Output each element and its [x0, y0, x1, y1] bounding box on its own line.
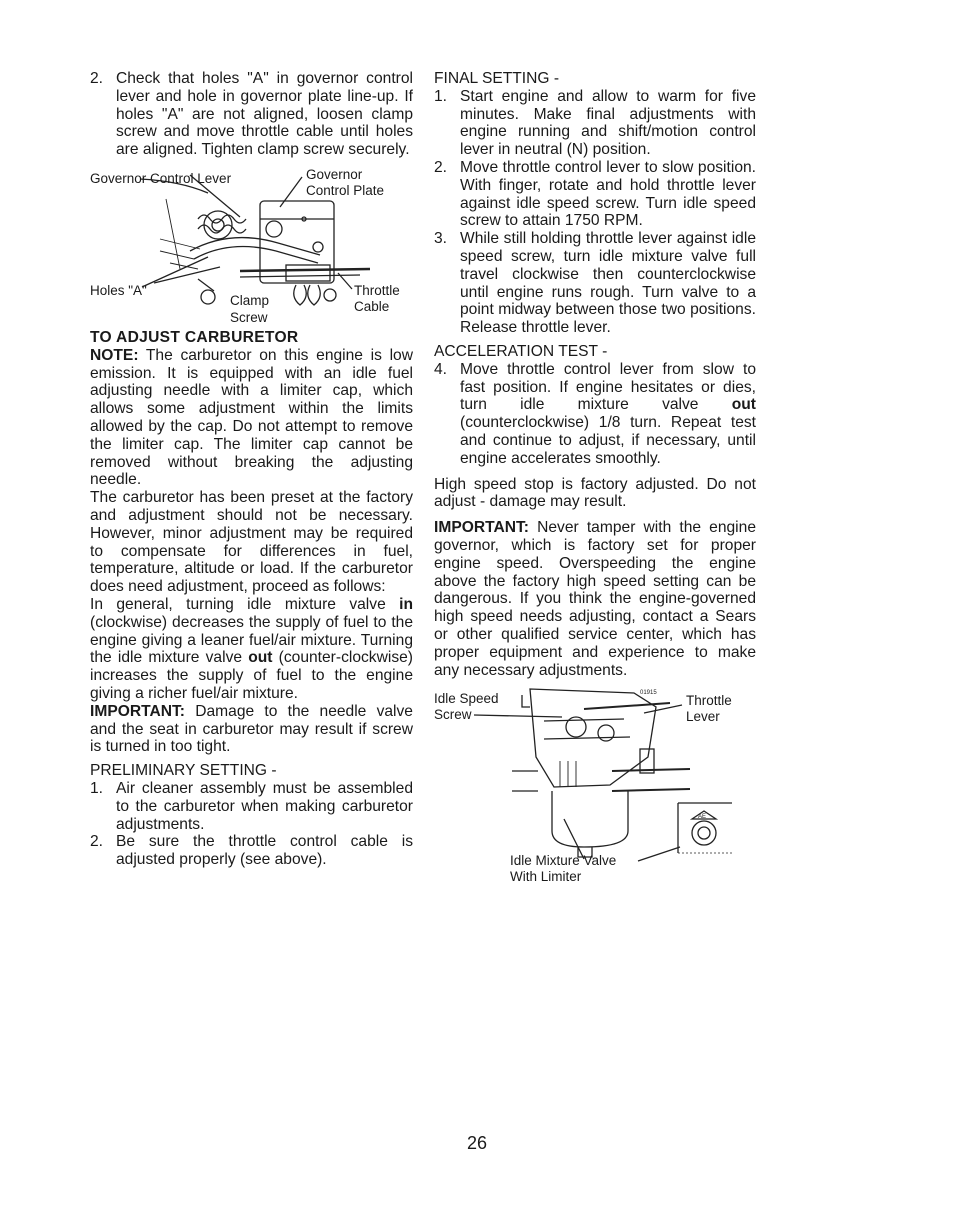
adjust-carburetor-heading: TO ADJUST CARBURETOR: [90, 328, 299, 346]
item-number: 4.: [434, 360, 448, 378]
item-text: While still holding throttle lever against idle speed screw, turn idle mixture valve full travel clockwise then counterclockwise until engine runs rough. Turn valve to a point midway between those two positions. Release throttle lever.: [460, 230, 756, 337]
left-column: [90, 70, 413, 869]
governor-step-2: [90, 70, 413, 159]
governor-control-plate-label-2: Control Plate: [306, 182, 385, 198]
important-label: IMPORTANT:: [434, 519, 529, 537]
accel-out: out: [731, 396, 756, 414]
governor-control-plate-label-1: Governor: [306, 166, 363, 182]
preliminary-setting-heading: PRELIMINARY SETTING -: [90, 762, 277, 780]
throttle-cable-label-1: Throttle: [354, 282, 400, 298]
preset-paragraph: The carburetor has been preset at the factory and adjustment should not be necessary. However, minor adjustment may be required to compensate for differences in fuel, temperature, altitude or load. If the carburetor does need adjustment, proceed as follows:: [90, 489, 413, 596]
step-text: Check that holes "A" in governor control lever and hole in governor plate line-up. If holes "A" are not aligned, loosen clamp screw and move throttle cable until holes are aligned. Tighten clamp screw securely.: [116, 70, 413, 159]
important-text: Damage to the needle valve and the seat in carburetor may result if screw is turned in too tight.: [90, 702, 413, 756]
throttle-lever-label-1: Throttle: [686, 693, 732, 709]
item-text: Start engine and allow to warm for five minutes. Make final adjustments with engine running and shift/motion control lever in neutral (N) position.: [460, 87, 756, 159]
clamp-screw-label-1: Clamp: [230, 292, 270, 308]
general-in: in: [399, 595, 413, 613]
throttle-cable-label-2: Cable: [354, 298, 390, 314]
item-text: Air cleaner assembly must be assembled to the carburetor when making carburetor adjustments.: [116, 779, 413, 833]
throttle-lever-label-2: Lever: [686, 709, 720, 725]
badge-text: AE: [698, 814, 707, 821]
important-label: IMPORTANT:: [90, 702, 185, 720]
idle-speed-screw-label-1: Idle Speed: [434, 691, 499, 707]
important-paragraph: [90, 703, 413, 756]
general-text-1: In general, turning idle mixture valve: [90, 595, 400, 613]
accel-text-1: Move throttle control lever from slow to fast position. If engine hesitates or dies, turn idle mixture valve: [460, 360, 756, 414]
right-column: [434, 70, 756, 887]
acceleration-item: [434, 361, 756, 468]
general-text-3: (counter-clockwise) increases the supply of fuel to the engine giving a richer fuel/air mixture.: [90, 649, 413, 702]
item-number: 3.: [434, 230, 448, 248]
acceleration-test-heading: ACCELERATION TEST -: [434, 342, 608, 360]
high-speed-paragraph: High speed stop is factory adjusted. Do not adjust - damage may result.: [434, 475, 756, 511]
note-label: NOTE:: [90, 346, 139, 364]
governor-figure: [90, 159, 413, 327]
figure-code: 01915: [640, 690, 657, 697]
idle-mixture-valve-label-2: With Limiter: [510, 869, 582, 885]
general-text-2: (clockwise) decreases the supply of fuel to the engine giving a leaner fuel/air mixture. Turning the idle mixture valve: [90, 613, 413, 667]
final-item: [434, 230, 756, 337]
carburetor-figure: [434, 687, 756, 887]
general-out: out: [248, 649, 273, 667]
important-text: Never tamper with the engine governor, which is factory set for proper engine speed. Overspeeding the engine above the factory high speed setting can be dangerous. If you think the engine-governed high speed needs adjusting, contact a Sears or other qualified service center, which has proper equipment and experience to make any necessary adjustments.: [434, 519, 756, 679]
item-number: 2.: [434, 158, 448, 176]
item-number: 1.: [434, 87, 448, 105]
item-text: Be sure the throttle control cable is adjusted properly (see above).: [116, 833, 413, 869]
step-number: 2.: [90, 70, 104, 87]
note-paragraph: [90, 347, 413, 489]
item-number: 2.: [90, 833, 104, 851]
note-text: The carburetor on this engine is low emission. It is equipped with an idle fuel adjusting needle with a limiter cap, which allows some adjustment within the limits allowed by the cap. Do not attempt to remove the limiter cap. The limiter cap cannot be removed without breaking the adjusting needle.: [90, 346, 413, 489]
final-item: [434, 88, 756, 159]
general-paragraph: [90, 596, 413, 703]
preliminary-item: [90, 780, 413, 833]
page-number: 26: [466, 1133, 488, 1153]
idle-mixture-valve-label-1: Idle Mixture Valve: [510, 853, 617, 869]
preliminary-item: [90, 833, 413, 869]
important-paragraph: [434, 519, 756, 679]
holes-a-label: Holes "A": [90, 282, 147, 298]
clamp-screw-label-2: Screw: [230, 309, 268, 325]
item-text: Move throttle control lever to slow position. With finger, rotate and hold throttle lever against idle speed screw. Turn idle speed screw to attain 1750 RPM.: [460, 158, 756, 230]
governor-control-lever-label: Governor Control Lever: [90, 170, 232, 186]
item-number: 1.: [90, 779, 104, 797]
final-setting-heading: FINAL SETTING -: [434, 70, 560, 87]
accel-text-2: (counterclockwise) 1/8 turn. Repeat test and continue to adjust, if necessary, until engine accelerates smoothly.: [460, 414, 756, 467]
idle-speed-screw-label-2: Screw: [434, 707, 472, 723]
item-text: [460, 361, 756, 468]
final-item: [434, 159, 756, 230]
